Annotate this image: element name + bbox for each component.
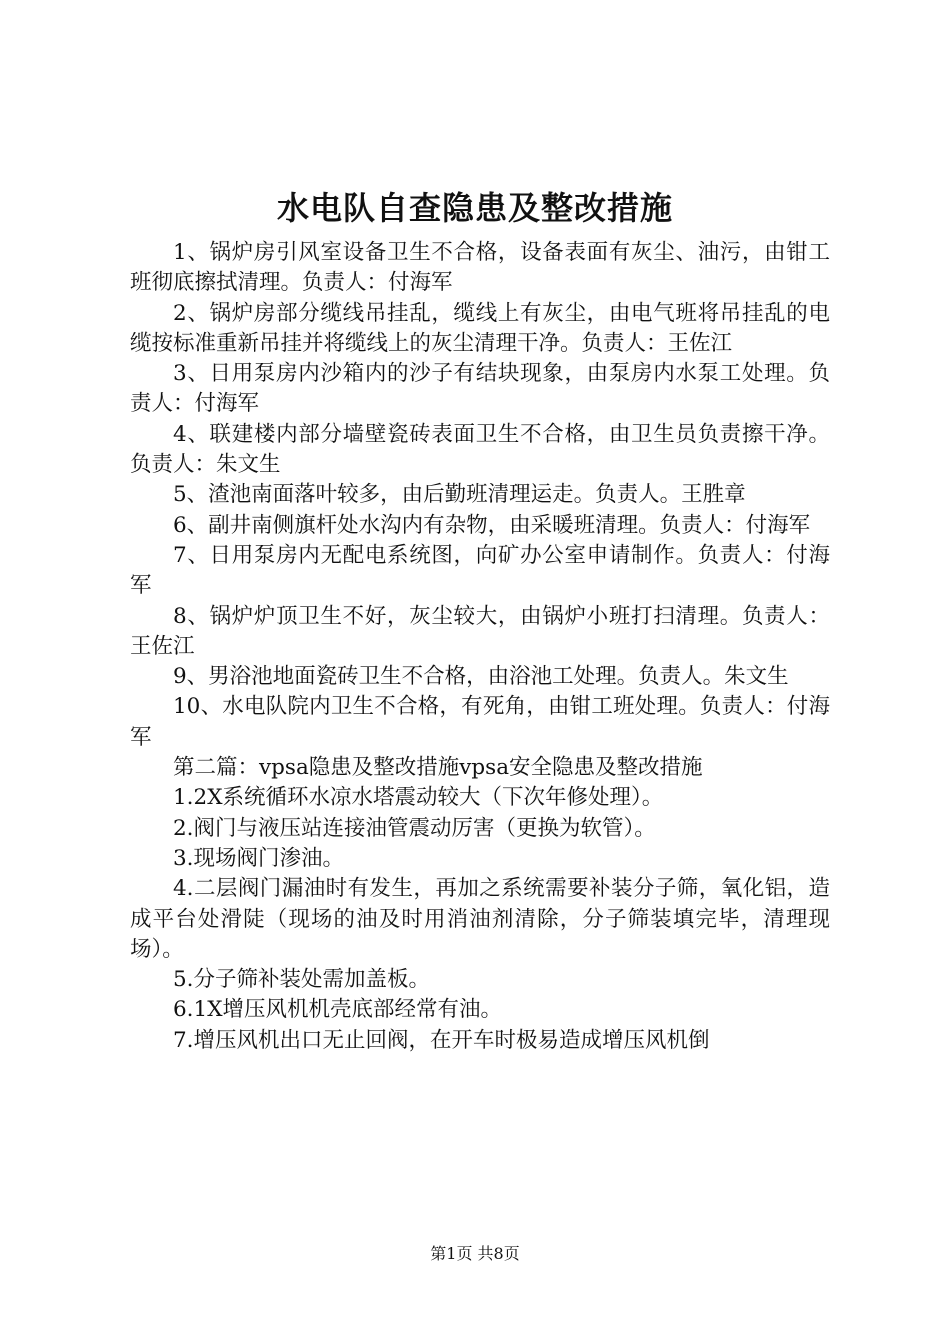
- paragraph: 4、联建楼内部分墙壁瓷砖表面卫生不合格，由卫生员负责擦干净。负责人：朱文生: [130, 421, 830, 478]
- paragraph: 7、日用泵房内无配电系统图，向矿办公室申请制作。负责人：付海军: [130, 542, 830, 599]
- paragraph: 2.阀门与液压站连接油管震动厉害（更换为软管）。: [173, 815, 656, 841]
- paragraph: 8、锅炉炉顶卫生不好，灰尘较大，由锅炉小班打扫清理。负责人：王佐江: [130, 603, 830, 659]
- paragraph: 1.2X系统循环水凉水塔震动较大（下次年修处理）。: [173, 785, 664, 811]
- paragraph: 4.二层阀门漏油时有发生，再加之系统需要补装分子筛，氧化铝，造成平台处滑陡（现场的油及时用消油剂清除，分子筛装填完毕，清理现场）。: [130, 876, 830, 962]
- paragraph: 7.增压风机出口无止回阀，在开车时极易造成增压风机倒: [173, 1027, 710, 1053]
- page-footer: 第1页 共8页: [430, 1244, 520, 1263]
- paragraph: 1、锅炉房引风室设备卫生不合格，设备表面有灰尘、油污，由钳工班彻底擦拭清理。负责人：付海军: [130, 240, 830, 296]
- paragraph: 6.1X增压风机机壳底部经常有油。: [173, 997, 502, 1023]
- document-title: 水电队自查隐患及整改措施: [276, 189, 673, 227]
- paragraph: 5、渣池南面落叶较多，由后勤班清理运走。负责人。王胜章: [173, 482, 746, 508]
- section-heading: 第二篇：vpsa隐患及整改措施vpsa安全隐患及整改措施: [173, 755, 703, 781]
- paragraph: 6、副井南侧旗杆处水沟内有杂物，由采暖班清理。负责人：付海军: [173, 512, 811, 538]
- document-body: [130, 238, 830, 1056]
- paragraph: 3.现场阀门渗油。: [173, 845, 345, 871]
- paragraph: 2、锅炉房部分缆线吊挂乱，缆线上有灰尘，由电气班将吊挂乱的电缆按标准重新吊挂并将缆线上的灰尘清理干净。负责人：王佐江: [130, 300, 830, 356]
- paragraph: 3、日用泵房内沙箱内的沙子有结块现象，由泵房内水泵工处理。负责人：付海军: [130, 361, 830, 417]
- paragraph: 9、男浴池地面瓷砖卫生不合格，由浴池工处理。负责人。朱文生: [173, 664, 789, 690]
- paragraph: 5.分子筛补装处需加盖板。: [173, 967, 431, 993]
- paragraph: 10、水电队院内卫生不合格，有死角，由钳工班处理。负责人：付海军: [130, 694, 830, 750]
